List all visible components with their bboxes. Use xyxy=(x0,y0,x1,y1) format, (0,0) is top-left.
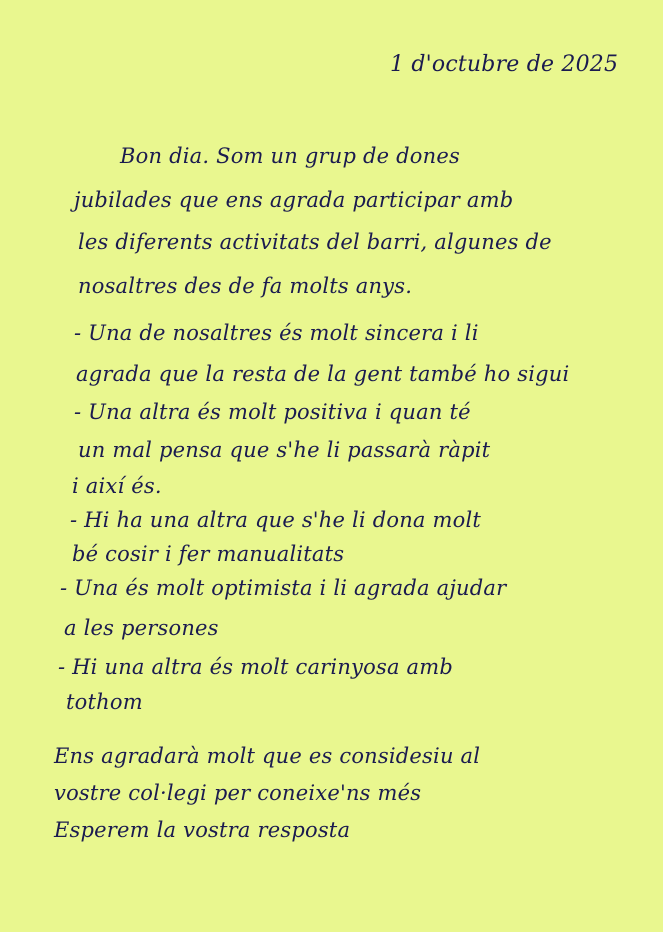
letter-date: 1 d'octubre de 2025 xyxy=(390,52,619,77)
letter-line: les diferents activitats del barri, algunes de xyxy=(78,230,552,254)
letter-line: tothom xyxy=(66,690,143,714)
letter-line: un mal pensa que s'he li passarà ràpit xyxy=(78,438,491,462)
letter-line: - Una és molt optimista i li agrada ajudar xyxy=(60,576,507,600)
letter-line: Esperem la vostra resposta xyxy=(54,818,351,842)
letter-line: Ens agradarà molt que es considesiu al xyxy=(54,744,481,768)
letter-line: Bon dia. Som un grup de dones xyxy=(120,144,460,168)
letter-line: agrada que la resta de la gent també ho sigui xyxy=(76,362,570,386)
letter-line: a les persones xyxy=(64,616,219,640)
letter-line: - Una de nosaltres és molt sincera i li xyxy=(74,321,479,345)
letter-line: nosaltres des de fa molts anys. xyxy=(78,274,413,298)
letter-line: i així és. xyxy=(72,474,162,498)
letter-line: - Una altra és molt positiva i quan té xyxy=(74,400,471,424)
letter-line: jubilades que ens agrada participar amb xyxy=(74,188,514,212)
letter-line: bé cosir i fer manualitats xyxy=(72,542,345,566)
letter-line: - Hi ha una altra que s'he li dona molt xyxy=(70,508,482,532)
letter-line: vostre col·legi per coneixe'ns més xyxy=(54,781,422,805)
letter-line: - Hi una altra és molt carinyosa amb xyxy=(58,655,454,679)
